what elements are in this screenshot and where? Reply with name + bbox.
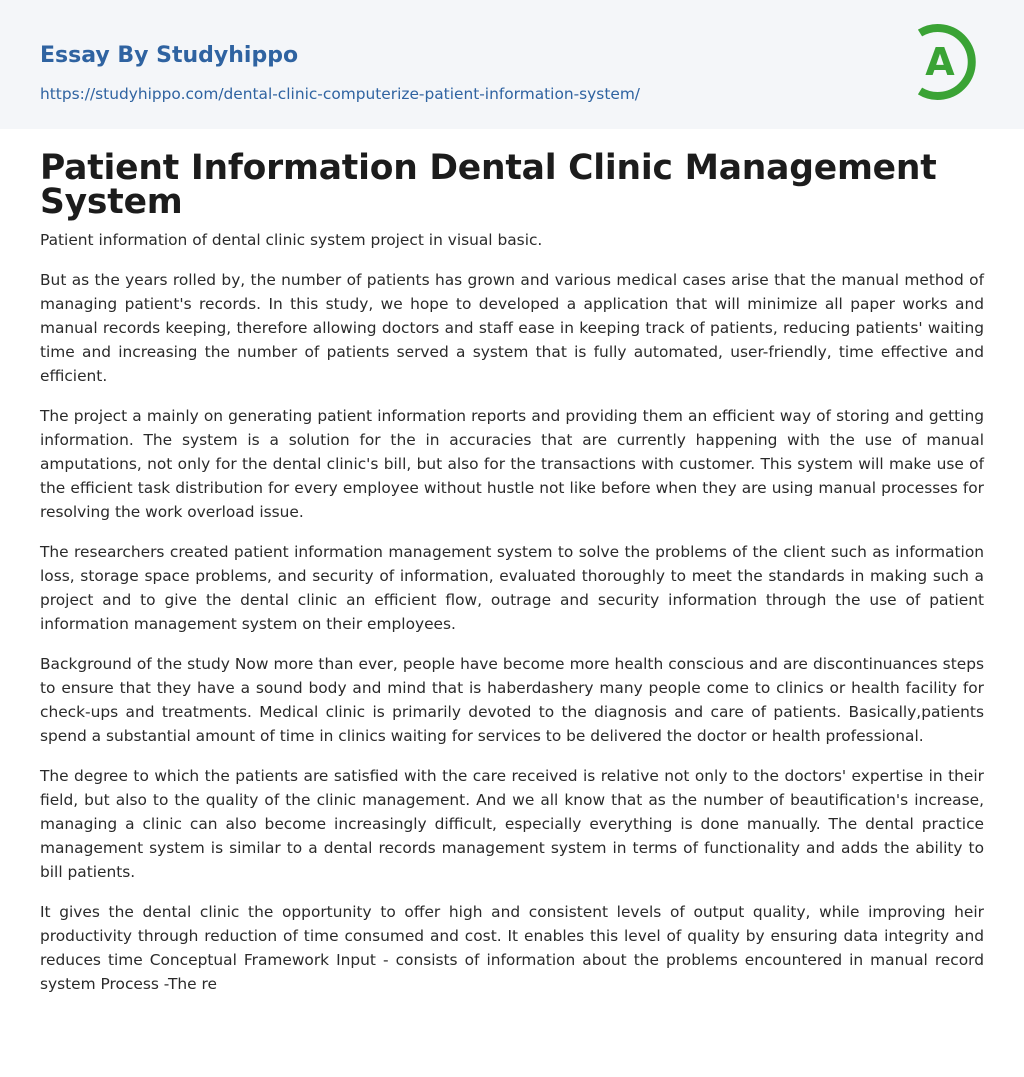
article-title: Patient Information Dental Clinic Management System: [40, 148, 937, 222]
article-paragraph: Patient information of dental clinic system project in visual basic.: [40, 231, 543, 249]
article-paragraph: The researchers created patient information management system to solve the problems of the client such as information loss, storage space problems, and security of information, evaluated thoroughly to meet the standards in making such a project and to give the dental clinic an efficient flow, outrage and security information through the use of patient information management system on their employees.: [40, 543, 984, 633]
article-paragraph: The degree to which the patients are satisfied with the care received is relative not only to the doctors' expertise in their field, but also to the quality of the clinic management. And we all know that as the number of beautification's increase, managing a clinic can also become increasingly difficult, especially everything is done manually. The dental practice management system is similar to a dental records management system in terms of functionality and adds the ability to bill patients.: [40, 767, 984, 881]
article-paragraph: It gives the dental clinic the opportunity to offer high and consistent levels of output quality, while improving heir productivity through reduction of time consumed and cost. It enables this level of quality by ensuring data integrity and reduces time Conceptual Framework Input - consists of information about the problems encountered in manual record system Process -The re: [40, 903, 984, 993]
logo-letter: A: [925, 40, 955, 84]
article-paragraph: Background of the study Now more than ever, people have become more health conscious and are discontinuances steps to ensure that they have a sound body and mind that is haberdashery many people come to clinics or health facility for check-ups and treatments. Medical clinic is primarily devoted to the diagnosis and care of patients. Basically,patients spend a substantial amount of time in clinics waiting for services to be delivered the doctor or health professional.: [40, 655, 984, 745]
article-paragraph: But as the years rolled by, the number of patients has grown and various medical cases arise that the manual method of managing patient's records. In this study, we hope to developed a application that will minimize all paper works and manual records keeping, therefore allowing doctors and staff ease in keeping track of patients, reducing patients' waiting time and increasing the number of patients served a system that is fully automated, user-friendly, time effective and efficient.: [40, 271, 984, 385]
article-body: [40, 228, 984, 1012]
source-url-link[interactable]: https://studyhippo.com/dental-clinic-computerize-patient-information-system/: [40, 85, 640, 103]
article-paragraph: The project a mainly on generating patient information reports and providing them an efficient way of storing and getting information. The system is a solution for the in accuracies that are currently happening with the use of manual amputations, not only for the dental clinic's bill, but also for the transactions with customer. This system will make use of the efficient task distribution for every employee without hustle not like before when they are using manual processes for resolving the work overload issue.: [40, 407, 984, 521]
brand-title: Essay By Studyhippo: [40, 43, 299, 68]
